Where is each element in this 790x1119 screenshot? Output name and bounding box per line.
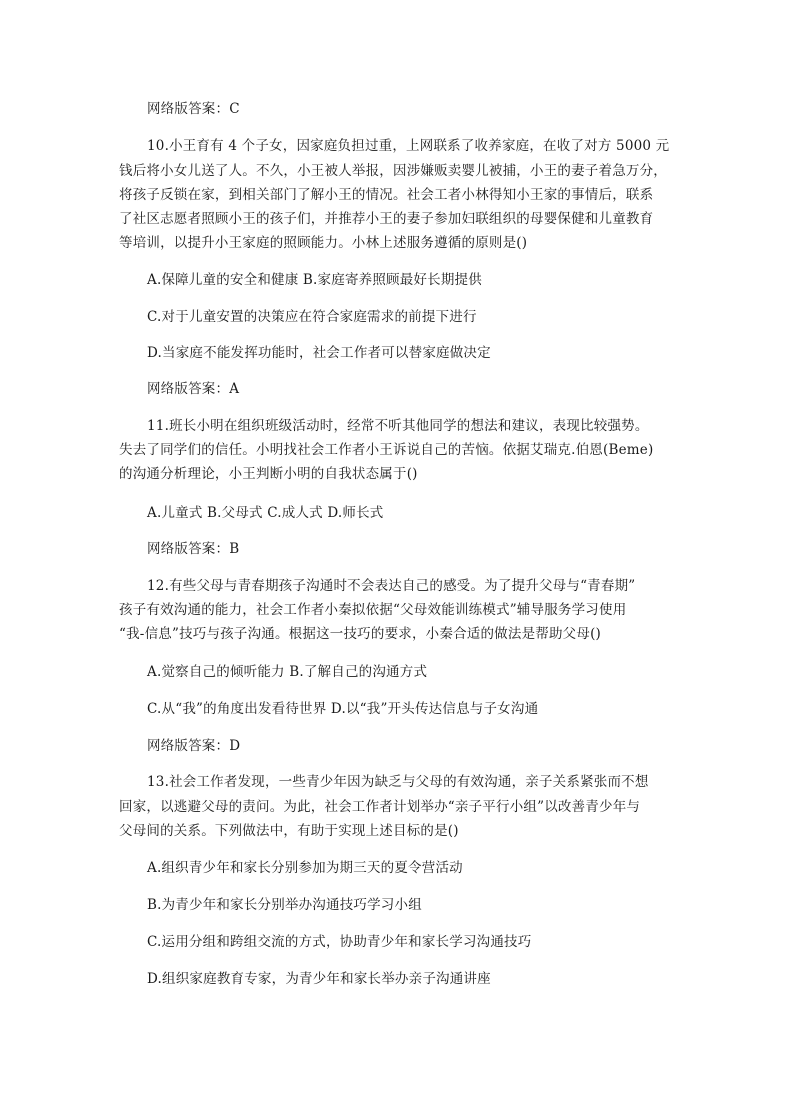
answer-line: 网络版答案：C <box>147 101 240 117</box>
question-13-option-d: D.组织家庭教育专家，为青少年和家长举办亲子沟通讲座 <box>147 971 491 987</box>
question-11-answer: 网络版答案：B <box>147 541 240 557</box>
question-10-line-3: 将孩子反锁在家，到相关部门了解小王的情况。社会工者小林得知小王家的事情后，联系 <box>119 187 654 203</box>
question-13-line-1: 13.社会工作者发现，一些青少年因为缺乏与父母的有效沟通，亲子关系紧张而不想 <box>147 774 649 790</box>
question-12-line-1: 12.有些父母与青春期孩子沟通时不会表达自己的感受。为了提升父母与“青春期” <box>147 578 636 594</box>
question-11-line-3: 的沟通分析理论，小王判断小明的自我状态属于() <box>119 466 418 482</box>
question-10-option-d: D.当家庭不能发挥功能时，社会工作者可以替家庭做决定 <box>147 345 491 361</box>
question-10-line-5: 等培训，以提升小王家庭的照顾能力。小林上述服务遵循的原则是() <box>119 235 528 251</box>
question-11-options: A.儿童式 B.父母式 C.成人式 D.师长式 <box>147 505 384 521</box>
question-10-answer: 网络版答案：A <box>147 381 240 397</box>
question-13-option-a: A.组织青少年和家长分别参加为期三天的夏令营活动 <box>147 860 463 876</box>
question-13-line-2: 回家，以逃避父母的责问。为此，社会工作者计划举办“亲子平行小组”以改善青少年与 <box>119 799 641 815</box>
question-11-line-1: 11.班长小明在组织班级活动时，经常不听其他同学的想法和建议，表现比较强势。 <box>147 418 649 434</box>
question-13-line-3: 父母间的关系。下列做法中，有助于实现上述目标的是() <box>119 823 459 839</box>
question-10-option-c: C.对于儿童安置的决策应在符合家庭需求的前提下进行 <box>147 309 477 325</box>
question-10-line-4: 了社区志愿者照顾小王的孩子们，并推荐小王的妻子参加妇联组织的母婴保健和儿童教育 <box>119 211 654 227</box>
question-13-option-b: B.为青少年和家长分别举办沟通技巧学习小组 <box>147 897 422 913</box>
question-12-option-ab: A.觉察自己的倾听能力 B.了解自己的沟通方式 <box>147 664 428 680</box>
question-12-answer: 网络版答案：D <box>147 738 241 754</box>
question-12-line-3: “我-信息”技巧与孩子沟通。根据这一技巧的要求，小秦合适的做法是帮助父母() <box>119 626 601 642</box>
question-12-line-2: 孩子有效沟通的能力，社会工作者小秦拟依据“父母效能训练模式”辅导服务学习使用 <box>119 602 627 618</box>
question-12-option-cd: C.从“我”的角度出发看待世界 D.以“我”开头传达信息与子女沟通 <box>147 701 539 717</box>
question-11-line-2: 失去了同学们的信任。小明找社会工作者小王诉说自己的苦恼。依据艾瑞克.伯恩(Beme) <box>119 442 654 458</box>
question-10-line-1: 10.小王育有 4 个子女，因家庭负担过重，上网联系了收养家庭，在收了对方 5000 元 <box>147 138 670 154</box>
question-10-line-2: 钱后将小女儿送了人。不久，小王被人举报，因涉嫌贩卖婴儿被捕，小王的妻子着急万分， <box>119 163 667 179</box>
question-13-option-c: C.运用分组和跨组交流的方式，协助青少年和家长学习沟通技巧 <box>147 934 532 950</box>
question-10-option-ab: A.保障儿童的安全和健康 B.家庭寄养照顾最好长期提供 <box>147 272 482 288</box>
